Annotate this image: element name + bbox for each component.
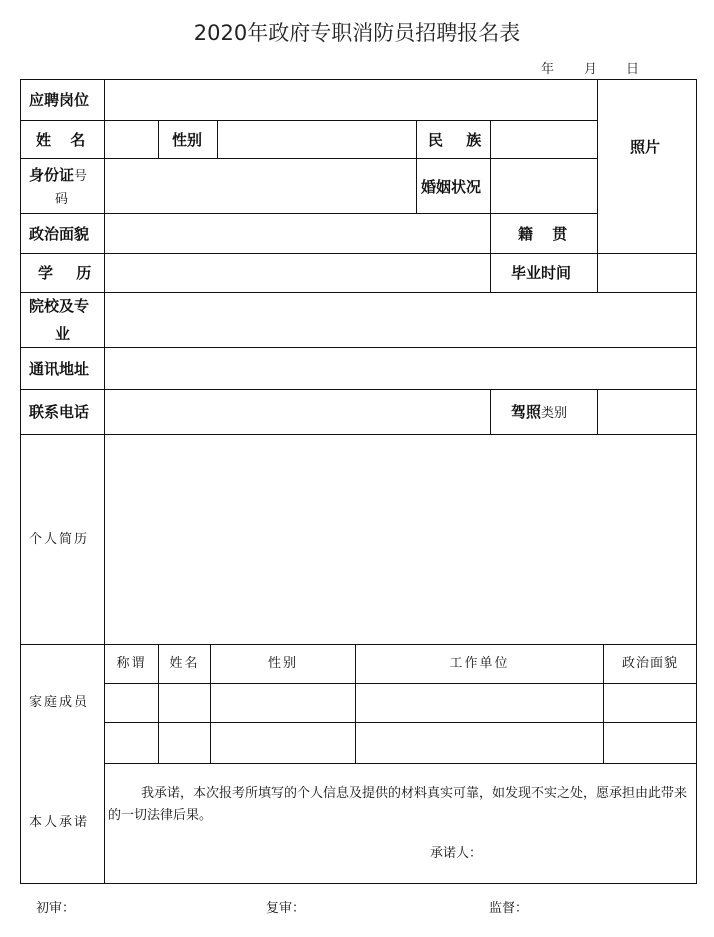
pledge-signer-label: 承诺人：: [430, 846, 483, 861]
graduation-time-field[interactable]: [598, 254, 696, 292]
form-title: 2020年政府专职消防员招聘报名表: [193, 21, 521, 45]
date-year-label: 年: [541, 62, 555, 77]
label-native-place: 籍 贯: [518, 225, 568, 243]
footer-second-review: 复审：: [266, 901, 306, 916]
license-type-field[interactable]: [598, 390, 696, 434]
family-row[interactable]: [105, 684, 696, 722]
label-graduation-time: 毕业时间: [511, 264, 572, 282]
label-photo: 照片: [630, 138, 661, 156]
label-marital-status: 婚姻状况: [421, 178, 482, 196]
footer-initial-review: 初审：: [36, 901, 76, 916]
position-field[interactable]: [105, 80, 597, 120]
label-name: 姓 名: [36, 131, 86, 149]
school-major-field[interactable]: [105, 293, 696, 347]
label-education: 学 历: [38, 264, 92, 282]
date-day-label: 日: [626, 62, 640, 77]
family-header-name: 姓名: [169, 656, 200, 671]
label-gender: 性别: [172, 131, 203, 149]
label-pledge: 本人承诺: [29, 815, 90, 830]
label-political-status: 政治面貌: [29, 225, 90, 243]
label-license-suffix: 类别: [541, 406, 568, 421]
family-row[interactable]: [105, 723, 696, 763]
pledge-signature-field[interactable]: [490, 842, 640, 864]
label-address: 通讯地址: [29, 360, 90, 378]
label-position: 应聘岗位: [29, 91, 90, 109]
label-family-members: 家庭成员: [29, 695, 90, 710]
address-field[interactable]: [105, 348, 696, 389]
pledge-text: 我承诺，本次报考所填写的个人信息及提供的材料真实可靠，如发现不实之处，愿承担由此带来的一切法律后果。: [108, 786, 688, 823]
label-school-major-1: 院校及专: [29, 297, 90, 315]
label-id-suffix-1: 号: [74, 169, 88, 184]
resume-field[interactable]: [105, 435, 696, 644]
family-header-workplace: 工作单位: [449, 656, 510, 671]
label-license: [511, 403, 567, 423]
label-phone: 联系电话: [29, 403, 90, 421]
label-id-suffix-2: 码: [55, 192, 69, 207]
gender-field[interactable]: [218, 121, 416, 158]
political-status-field[interactable]: [105, 214, 490, 253]
label-school-major-2: 业: [55, 325, 71, 343]
label-ethnicity: 民 族: [428, 131, 482, 149]
label-id-number: [29, 166, 87, 186]
marital-status-field[interactable]: [491, 159, 597, 213]
label-id-main: 身份证: [29, 166, 75, 184]
date-month-label: 月: [584, 62, 598, 77]
label-resume: 个人简历: [29, 532, 90, 547]
family-header-political: 政治面貌: [621, 656, 678, 671]
label-license-main: 驾照: [511, 403, 542, 421]
family-header-gender: 性别: [267, 656, 298, 671]
photo-field[interactable]: [598, 80, 696, 253]
footer-supervisor: 监督：: [489, 901, 529, 916]
phone-field[interactable]: [105, 390, 490, 434]
ethnicity-field[interactable]: [491, 121, 597, 158]
family-header-relation: 称谓: [116, 656, 147, 671]
id-number-field[interactable]: [105, 159, 416, 213]
education-field[interactable]: [105, 254, 490, 292]
name-field[interactable]: [105, 121, 158, 158]
